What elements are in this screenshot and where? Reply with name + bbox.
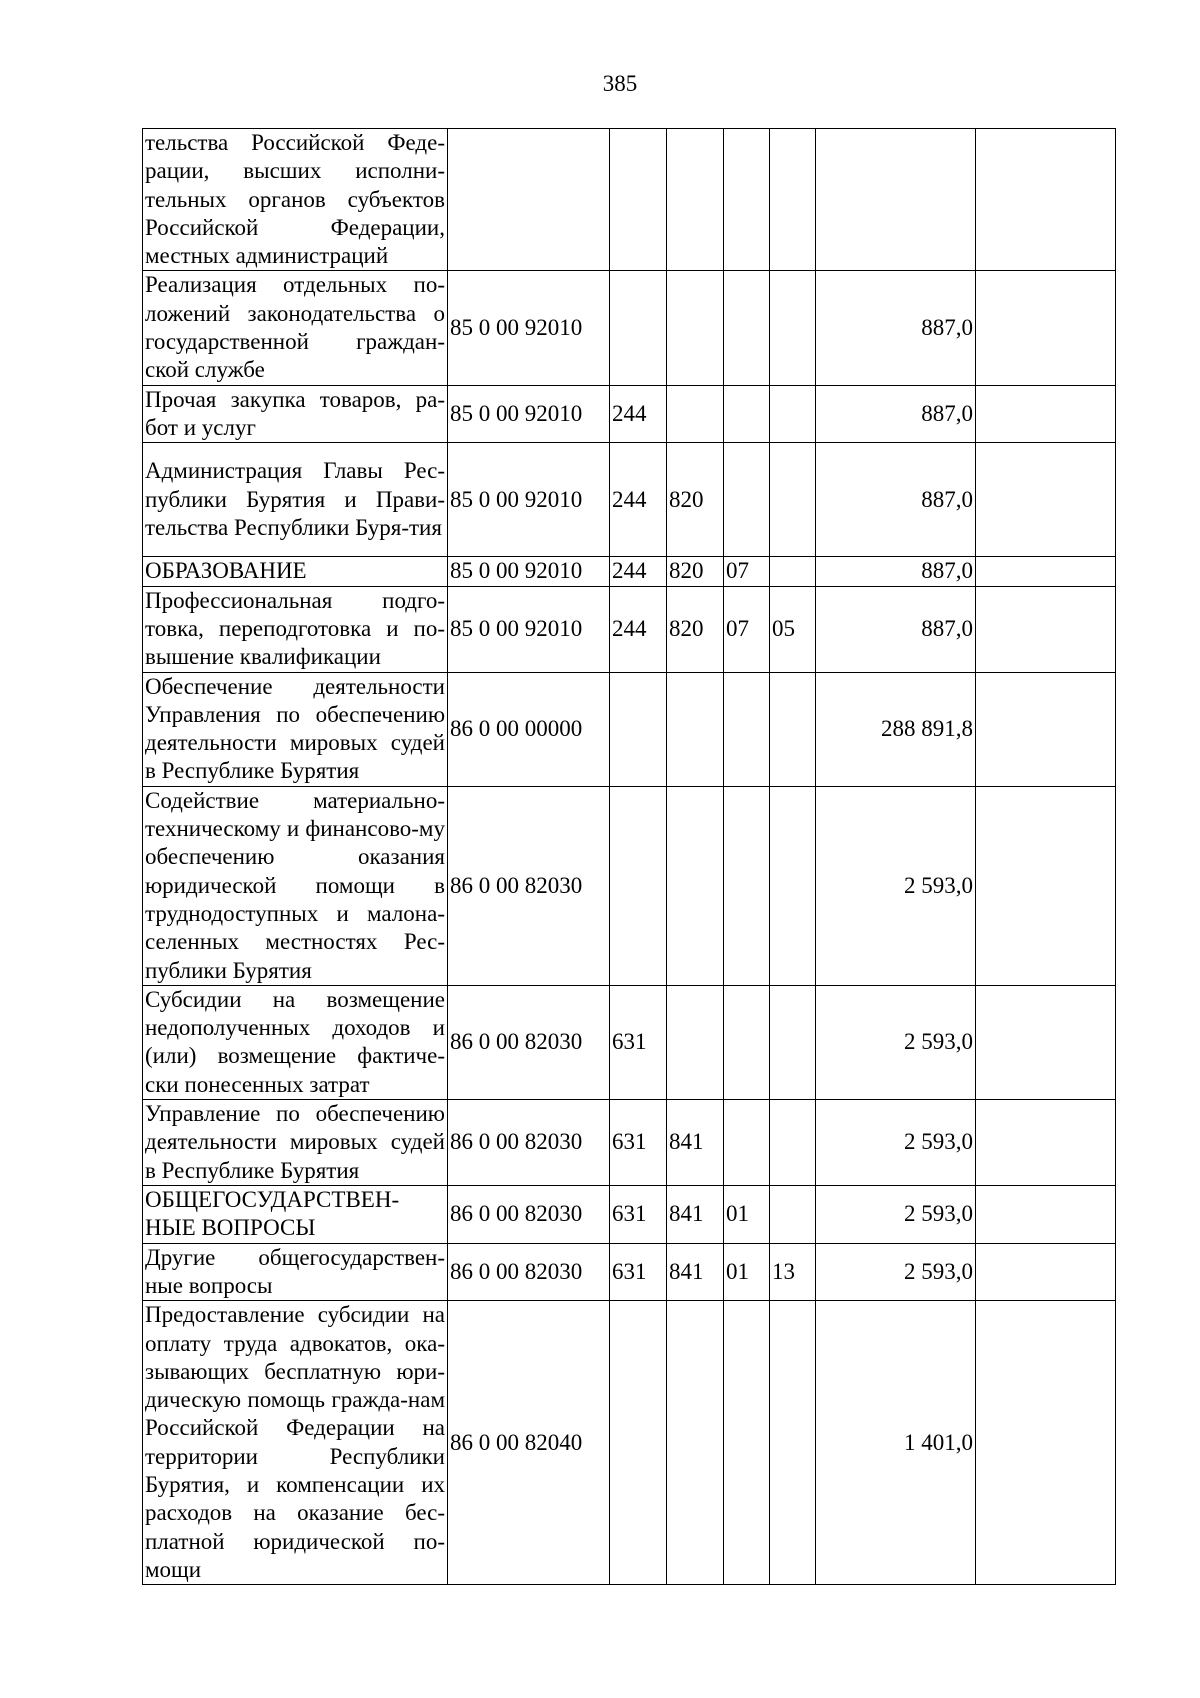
expense-type-code: 244 [610,443,667,557]
table-row [143,385,1116,443]
subsection-code [770,786,816,985]
section-code [724,443,770,557]
administrator-code: 820 [667,586,724,672]
table-row [143,1100,1116,1186]
subsection-code: 05 [770,586,816,672]
subsection-code [770,129,816,271]
section-code [724,1100,770,1186]
budget-table [142,128,1116,1585]
table-row [143,129,1116,271]
amount: 2 593,0 [816,1100,976,1186]
target-article-code [448,129,610,271]
row-name: ОБРАЗОВАНИЕ [143,557,448,586]
section-code: 01 [724,1186,770,1244]
subsection-code: 13 [770,1243,816,1301]
empty-cell [976,586,1116,672]
empty-cell [976,1100,1116,1186]
amount: 288 891,8 [816,672,976,786]
amount: 2 593,0 [816,985,976,1099]
target-article-code: 86 0 00 82030 [448,1243,610,1301]
subsection-code [770,557,816,586]
target-article-code: 85 0 00 92010 [448,385,610,443]
amount: 887,0 [816,586,976,672]
section-code [724,385,770,443]
table-row [143,443,1116,557]
target-article-code: 86 0 00 82040 [448,1301,610,1585]
amount: 2 593,0 [816,1186,976,1244]
row-name: ОБЩЕГОСУДАРСТВЕН-НЫЕ ВОПРОСЫ [143,1186,448,1244]
row-name: Другие общегосударствен-ные вопросы [143,1243,448,1301]
table-row [143,672,1116,786]
expense-type-code: 631 [610,1186,667,1244]
amount: 887,0 [816,385,976,443]
section-code [724,1301,770,1585]
section-code [724,672,770,786]
expense-type-code [610,672,667,786]
subsection-code [770,443,816,557]
row-name: Субсидии на возмещение недополученных доходов и (или) возмещение фактиче-ски понесенных затрат [143,985,448,1099]
section-code: 01 [724,1243,770,1301]
expense-type-code: 244 [610,586,667,672]
administrator-code [667,672,724,786]
section-code: 07 [724,557,770,586]
administrator-code: 820 [667,443,724,557]
table-row [143,1243,1116,1301]
administrator-code [667,1301,724,1585]
amount: 1 401,0 [816,1301,976,1585]
administrator-code [667,271,724,385]
administrator-code: 841 [667,1186,724,1244]
row-name: Управление по обеспечению деятельности мировых судей в Республике Бурятия [143,1100,448,1186]
table-row [143,271,1116,385]
row-name: Реализация отдельных по-ложений законодательства о государственной граждан-ской службе [143,271,448,385]
target-article-code: 85 0 00 92010 [448,557,610,586]
administrator-code [667,129,724,271]
expense-type-code: 631 [610,985,667,1099]
subsection-code [770,985,816,1099]
empty-cell [976,985,1116,1099]
expense-type-code [610,129,667,271]
expense-type-code: 244 [610,557,667,586]
row-name: Администрация Главы Рес-публики Бурятия и Прави-тельства Республики Буря-тия [143,443,448,557]
table-row [143,786,1116,985]
target-article-code: 86 0 00 82030 [448,786,610,985]
target-article-code: 85 0 00 92010 [448,271,610,385]
amount: 887,0 [816,557,976,586]
table-row [143,985,1116,1099]
empty-cell [976,786,1116,985]
section-code: 07 [724,586,770,672]
target-article-code: 85 0 00 92010 [448,586,610,672]
subsection-code [770,1100,816,1186]
empty-cell [976,1243,1116,1301]
target-article-code: 86 0 00 00000 [448,672,610,786]
table-row [143,1186,1116,1244]
target-article-code: 86 0 00 82030 [448,1186,610,1244]
row-name: Прочая закупка товаров, ра-бот и услуг [143,385,448,443]
administrator-code: 820 [667,557,724,586]
expense-type-code: 631 [610,1243,667,1301]
empty-cell [976,271,1116,385]
subsection-code [770,1301,816,1585]
empty-cell [976,672,1116,786]
target-article-code: 86 0 00 82030 [448,1100,610,1186]
administrator-code: 841 [667,1100,724,1186]
target-article-code: 85 0 00 92010 [448,443,610,557]
section-code [724,985,770,1099]
amount [816,129,976,271]
section-code [724,129,770,271]
page-number: 385 [602,71,638,96]
section-code [724,786,770,985]
section-code [724,271,770,385]
expense-type-code: 244 [610,385,667,443]
administrator-code [667,385,724,443]
expense-type-code: 631 [610,1100,667,1186]
expense-type-code [610,786,667,985]
subsection-code [770,1186,816,1244]
subsection-code [770,385,816,443]
amount: 2 593,0 [816,1243,976,1301]
administrator-code [667,786,724,985]
empty-cell [976,443,1116,557]
empty-cell [976,557,1116,586]
amount: 2 593,0 [816,786,976,985]
amount: 887,0 [816,443,976,557]
row-name: Профессиональная подго-товка, переподготовка и по-вышение квалификации [143,586,448,672]
subsection-code [770,271,816,385]
row-name: тельства Российской Феде-рации, высших исполни-тельных органов субъектов Российской Федерации, местных администраций [143,129,448,271]
expense-type-code [610,271,667,385]
empty-cell [976,385,1116,443]
table-row [143,1301,1116,1585]
empty-cell [976,129,1116,271]
row-name: Обеспечение деятельности Управления по обеспечению деятельности мировых судей в Республике Бурятия [143,672,448,786]
empty-cell [976,1186,1116,1244]
table-row [143,557,1116,586]
target-article-code: 86 0 00 82030 [448,985,610,1099]
subsection-code [770,672,816,786]
expense-type-code [610,1301,667,1585]
row-name: Содействие материально-техническому и финансово-му обеспечению оказания юридической помощи в труднодоступных и малона-селенных местностях Рес-публики Бурятия [143,786,448,985]
administrator-code [667,985,724,1099]
table-row [143,586,1116,672]
administrator-code: 841 [667,1243,724,1301]
row-name: Предоставление субсидии на оплату труда адвокатов, ока-зывающих бесплатную юри-дическую помощь гражда-нам Российской Федерации на территории Республики Бурятия, и компенсации их расходов на оказание бес-платной юридической по-мощи [143,1301,448,1585]
amount: 887,0 [816,271,976,385]
empty-cell [976,1301,1116,1585]
